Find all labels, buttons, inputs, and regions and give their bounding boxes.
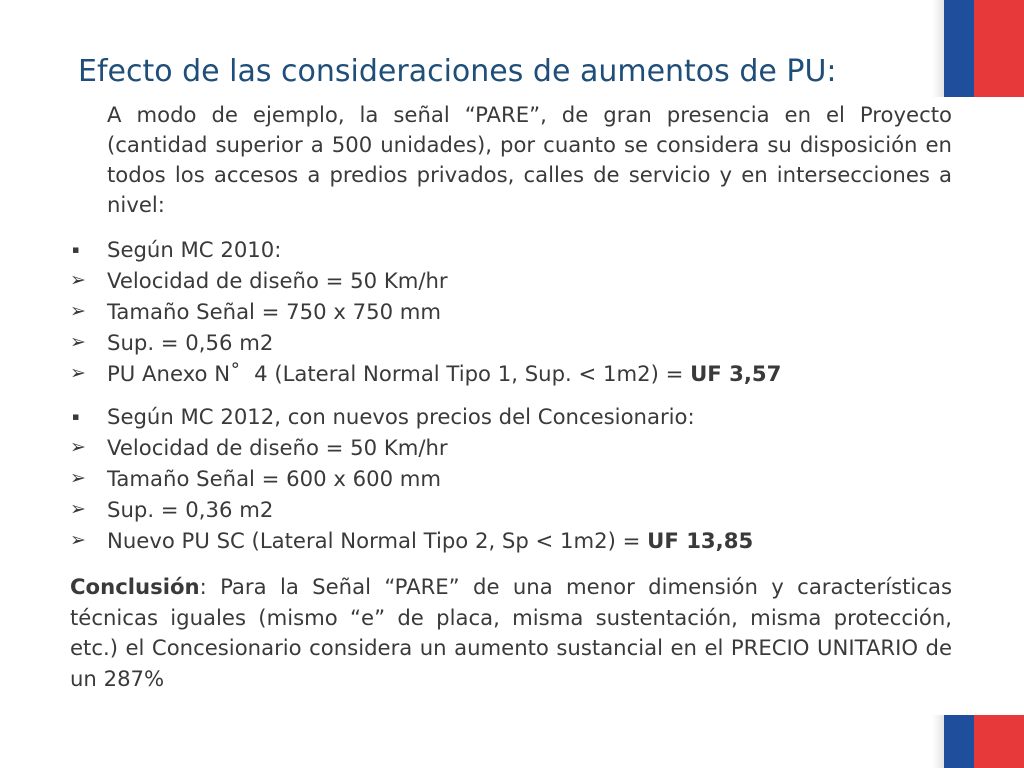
slide-content [70, 100, 952, 715]
arrow-bullet-icon: ➢ [70, 331, 86, 353]
arrow-bullet-icon: ➢ [70, 529, 86, 551]
arrow-bullet-icon: ➢ [70, 300, 86, 322]
arrow-bullet-icon: ➢ [70, 498, 86, 520]
arrow-bullet-icon: ➢ [70, 436, 86, 458]
flag-decoration-top [944, 0, 1024, 97]
pu-value: UF 13,85 [647, 528, 754, 553]
list-item-text: Tamaño Señal = 750 x 750 mm [107, 299, 442, 324]
square-bullet-icon: ▪ [72, 243, 80, 256]
group-mc-2010 [70, 234, 952, 389]
pu-text: PU Anexo N˚ 4 (Lateral Normal Tipo 1, Sup. < 1m2) = [107, 361, 691, 386]
pu-text: Nuevo PU SC (Lateral Normal Tipo 2, Sp < 1m2) = [107, 528, 648, 553]
group-mc-2012 [70, 401, 952, 556]
list-item-header [70, 401, 952, 432]
arrow-bullet-icon: ➢ [70, 467, 86, 489]
intro-paragraph: A modo de ejemplo, la señal “PARE”, de gran presencia en el Proyecto (cantidad superior a 500 unidades), por cuanto se considera su disposición en todos los accesos a predios privados, calles de servicio y en intersecciones a nivel: [107, 102, 952, 217]
list-item-text: Sup. = 0,56 m2 [107, 330, 274, 355]
list-item-pu [70, 525, 952, 556]
square-bullet-icon: ▪ [72, 410, 80, 423]
conclusion-text: : Para la Señal “PARE” de una menor dimensión y características técnicas iguales (mismo “e” de placa, misma sustentación, misma protección, etc.) el Concesionario considera un aumento sustancial en el PRECIO UNITARIO de un 287% [70, 574, 952, 691]
list-item [70, 327, 952, 358]
arrow-bullet-icon: ➢ [70, 362, 86, 384]
list-item [70, 296, 952, 327]
list-item-header [70, 234, 952, 265]
list-item-pu [70, 358, 952, 389]
slide-title: Efecto de las consideraciones de aumentos de PU: [78, 54, 837, 89]
list-item-text: Según MC 2010: [107, 237, 282, 262]
list-item-text: Velocidad de diseño = 50 Km/hr [107, 435, 448, 460]
list-item-text: Tamaño Señal = 600 x 600 mm [107, 466, 442, 491]
list-item [70, 463, 952, 494]
list-item [70, 494, 952, 525]
list-item-text: Sup. = 0,36 m2 [107, 497, 274, 522]
list-item-text: Velocidad de diseño = 50 Km/hr [107, 268, 448, 293]
conclusion-paragraph [70, 572, 952, 694]
list-item [70, 265, 952, 296]
pu-value: UF 3,57 [690, 361, 782, 386]
flag-decoration-bottom [944, 715, 1024, 768]
conclusion-label: Conclusión [70, 574, 200, 599]
arrow-bullet-icon: ➢ [70, 269, 86, 291]
list-item [70, 432, 952, 463]
list-item-text: Según MC 2012, con nuevos precios del Concesionario: [107, 404, 695, 429]
